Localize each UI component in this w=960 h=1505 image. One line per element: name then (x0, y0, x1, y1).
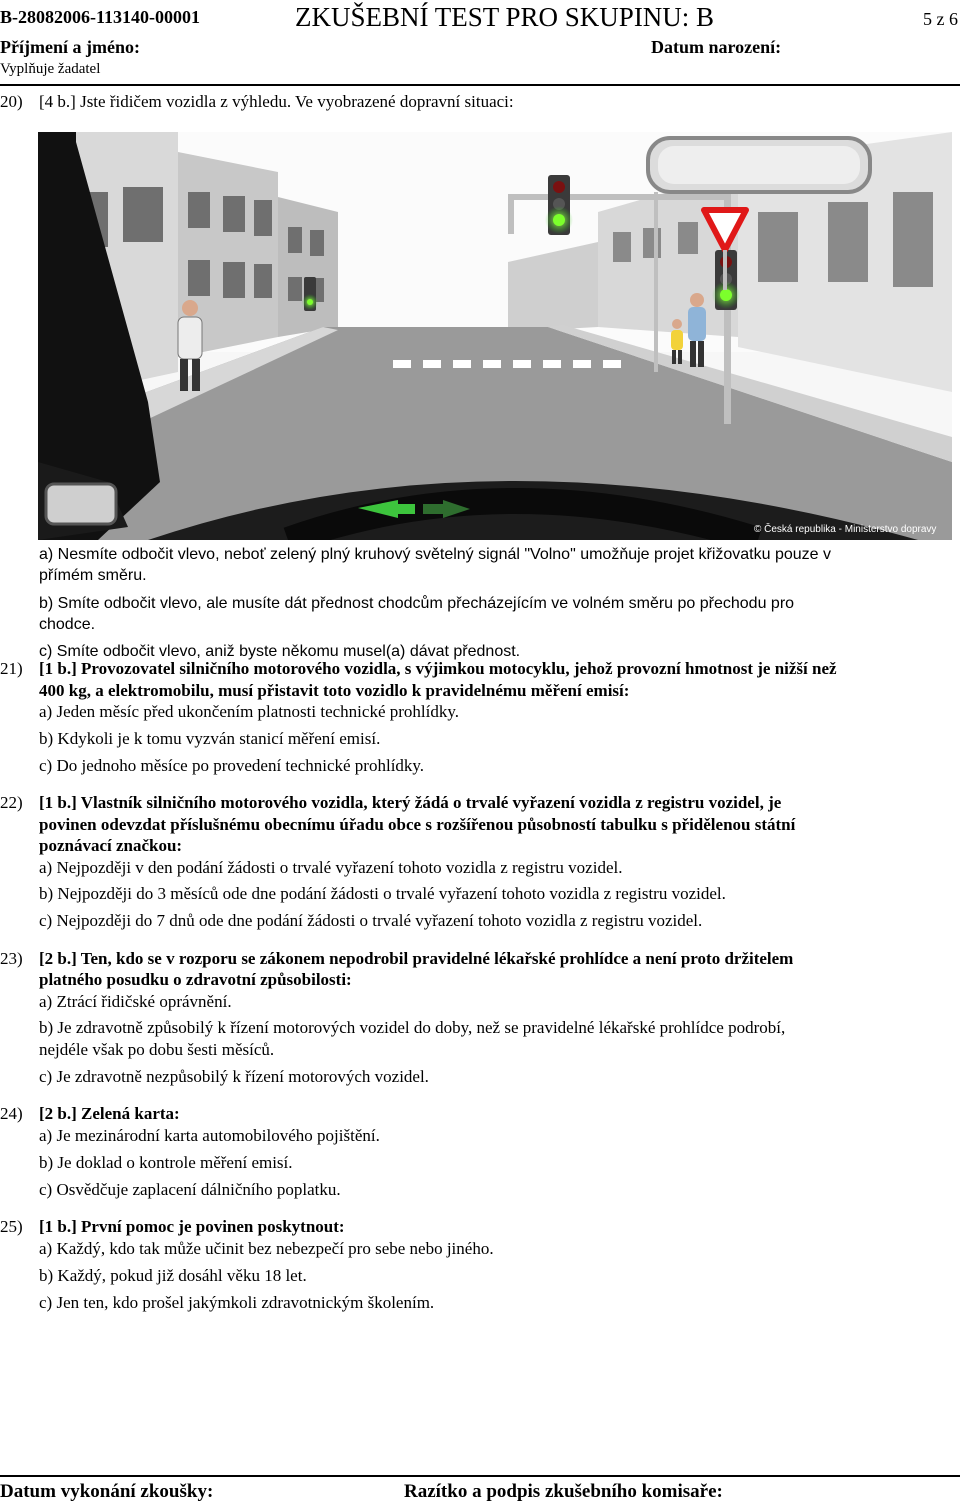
question-number: 23) (0, 949, 23, 968)
answer-23b[interactable]: b) Je zdravotně způsobilý k řízení motorových vozidel do doby, než se pravidelné lékařské prohlídce podrobí, (39, 1018, 786, 1037)
answer-24a[interactable]: a) Je mezinárodní karta automobilového pojištění. (39, 1126, 380, 1145)
traffic-light-green-icon (302, 277, 318, 311)
exam-date-label: Datum vykonání zkoušky: (0, 1481, 214, 1502)
answer-23a[interactable]: a) Ztrácí řidičské oprávnění. (39, 992, 232, 1011)
arrow-left-icon (393, 504, 415, 514)
test-code: B-28082006-113140-00001 (0, 7, 200, 27)
question-text-cont: povinen odevzdat příslušnému obecnímu úřadu obce s rozšířenou působností tabulku s přidělenou státní (39, 815, 796, 834)
question-number: 25) (0, 1217, 23, 1236)
answer-24c[interactable]: c) Osvědčuje zaplacení dálničního poplatku. (39, 1180, 341, 1199)
answer-21c[interactable]: c) Do jednoho měsíce po provedení technické prohlídky. (39, 756, 425, 775)
question-points: [1 b.] (39, 659, 77, 678)
question-text-cont: poznávací značkou: (39, 836, 183, 855)
page-number: 5 z 6 (923, 9, 958, 29)
answer-23c[interactable]: c) Je zdravotně nezpůsobilý k řízení motorových vozidel. (39, 1067, 429, 1086)
question-points: [2 b.] (39, 949, 77, 968)
answer-25c[interactable]: c) Jen ten, kdo prošel jakýmkoli zdravotnickým školením. (39, 1293, 435, 1312)
question-text: [1 b.] Provozovatel silničního motorového vozidla, s výjimkou motocyklu, jehož provozní hmotnost je nižší než (39, 659, 837, 678)
answer-23b-cont[interactable]: nejdéle však po dobu šesti měsíců. (39, 1040, 275, 1059)
image-copyright: © Česká republika - Ministerstvo dopravy (754, 524, 937, 535)
answer-20b-cont[interactable]: chodce. (39, 616, 96, 633)
question-number: 24) (0, 1104, 23, 1123)
question-points: [1 b.] (39, 1217, 77, 1236)
rear-view-mirror (648, 138, 870, 192)
traffic-light-green-icon (545, 175, 573, 235)
answer-20a[interactable]: a) Nesmíte odbočit vlevo, neboť zelený plný kruhový světelný signál "Volno" umožňuje projet křižovatku pouze v (39, 546, 831, 563)
traffic-situation-image (38, 132, 952, 540)
header-divider (0, 84, 960, 86)
answer-22a[interactable]: a) Nejpozději v den podání žádosti o trvalé vyřazení tohoto vozidla z registru vozidel. (39, 858, 623, 877)
question-text-cont: 400 kg, a elektromobilu, musí přistavit toto vozidlo k pravidelnému měření emisí: (39, 681, 630, 700)
applicant-note: Vyplňuje žadatel (0, 61, 101, 77)
question-text-cont: platného posudku o zdravotní způsobilosti: (39, 970, 352, 989)
question-number: 20) (0, 92, 23, 111)
answer-22c[interactable]: c) Nejpozději do 7 dnů ode dne podání žádosti o trvalé vyřazení tohoto vozidla z registru vozidel. (39, 911, 703, 930)
answer-21a[interactable]: a) Jeden měsíc před ukončením platnosti technické prohlídky. (39, 702, 459, 721)
question-text (39, 92, 514, 112)
question-points: [1 b.] (39, 793, 77, 812)
question-text: [2 b.] Ten, kdo se v rozporu se zákonem nepodrobil pravidelné lékařské prohlídce a není proto držitelem (39, 949, 794, 968)
question-text: [1 b.] První pomoc je povinen poskytnout: (39, 1217, 345, 1236)
question-stem: Jste řidičem vozidla z výhledu. Ve vyobrazené dopravní situaci: (80, 92, 514, 111)
birth-date-label: Datum narození: (651, 37, 782, 57)
answer-22b[interactable]: b) Nejpozději do 3 měsíců ode dne podání žádosti o trvalé vyřazení tohoto vozidla z registru vozidel. (39, 884, 726, 903)
footer-divider (0, 1475, 960, 1477)
question-number: 21) (0, 659, 23, 678)
answer-25b[interactable]: b) Každý, pokud již dosáhl věku 18 let. (39, 1266, 307, 1285)
answer-20b[interactable]: b) Smíte odbočit vlevo, ale musíte dát přednost chodcům přecházejícím ve volném směru po přechodu pro (39, 595, 795, 612)
name-label: Příjmení a jméno: (0, 37, 140, 57)
answer-21b[interactable]: b) Kdykoli je k tomu vyzván stanicí měření emisí. (39, 729, 381, 748)
examiner-stamp-label: Razítko a podpis zkušebního komisaře: (404, 1481, 723, 1502)
answer-24b[interactable]: b) Je doklad o kontrole měření emisí. (39, 1153, 293, 1172)
side-mirror (46, 484, 116, 524)
question-text: [2 b.] Zelená karta: (39, 1104, 180, 1123)
page-title: ZKUŠEBNÍ TEST PRO SKUPINU: B (295, 2, 715, 32)
question-number: 22) (0, 793, 23, 812)
answer-20a-cont[interactable]: přímém směru. (39, 567, 147, 584)
question-text: [1 b.] Vlastník silničního motorového vozidla, který žádá o trvalé vyřazení vozidla z registru vozidel, je (39, 793, 782, 812)
answer-20c[interactable]: c) Smíte odbočit vlevo, aniž byste někomu musel(a) dávat přednost. (39, 643, 521, 660)
question-points: [4 b.] (39, 92, 76, 111)
question-points: [2 b.] (39, 1104, 77, 1123)
answer-25a[interactable]: a) Každý, kdo tak může učinit bez nebezpečí pro sebe nebo jiného. (39, 1239, 494, 1258)
